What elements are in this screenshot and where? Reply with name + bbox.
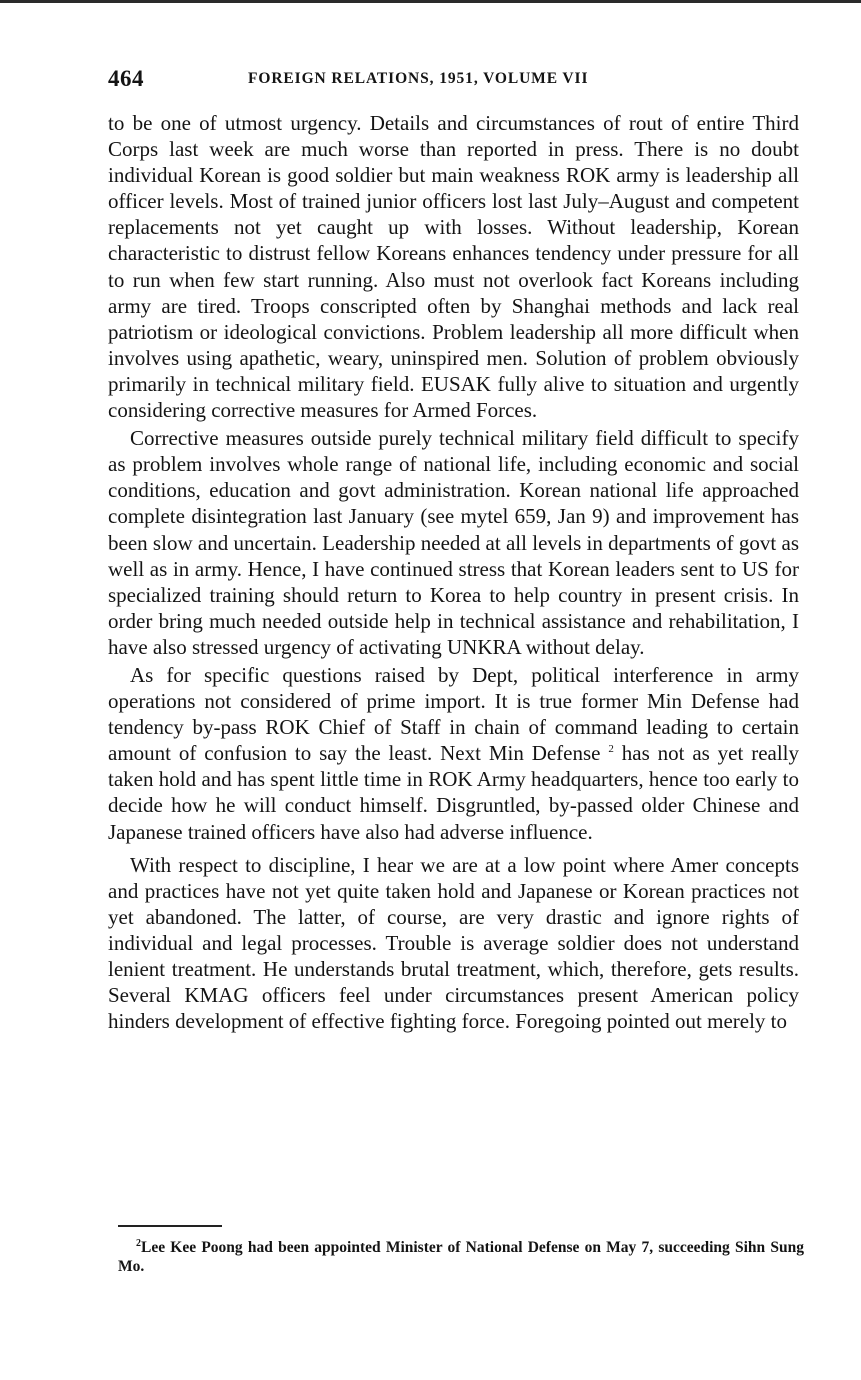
paragraph-3 (108, 662, 799, 845)
page-top-edge (0, 0, 861, 3)
page-number: 464 (108, 66, 144, 91)
paragraph-1-text: to be one of utmost urgency. Details and circumstances of rout of entire Third Corps last week are much worse than reported in press. There is no doubt individual Korean is good soldier but main weakness ROK army is leadership all officer levels. Most of trained junior officers lost last July–August and competent replacements not yet caught up with losses. Without leadership, Korean characteristic to distrust fellow Koreans enhances tendency under pressure for all to run when few start running. Also must not overlook fact Koreans including army are tired. Troops conscripted often by Shanghai methods and lack real patriotism or ideological convictions. Problem leadership all more difficult when involves using apathetic, weary, uninspired men. Solution of problem obviously primarily in technical military field. EUSAK fully alive to situation and urgently considering corrective measures for Armed Forces. (108, 111, 799, 423)
footnote-reference: 2 (608, 743, 614, 756)
paragraph-1 (108, 110, 799, 423)
paragraph-3-text-part-1: As for specific questions raised by Dept, political interference in army operations not considered of prime import. It is true former Min Defense had tendency by-pass ROK Chief of Staff in chain of command leading to certain amount of confusion to say the least. Next Min Defense (108, 662, 799, 766)
footnote-text: Lee Kee Poong had been appointed Minister of National Defense on May 7, succeeding Sihn Sung Mo. (118, 1239, 804, 1275)
paragraph-2 (108, 425, 799, 660)
paragraph-4 (108, 852, 799, 1035)
body-text (108, 110, 799, 1034)
footnote (118, 1238, 804, 1276)
footnote-divider (118, 1225, 222, 1227)
footnote-mark: 2 (136, 1237, 141, 1249)
paragraph-2-text: Corrective measures outside purely technical military field difficult to specify as problem involves whole range of national life, including economic and social conditions, education and govt administration. Korean national life approached complete disintegration last January (see mytel 659, Jan 9) and improvement has been slow and uncertain. Leadership needed at all levels in departments of govt as well as in army. Hence, I have continued stress that Korean leaders sent to US for specialized training should return to Korea to help country in present crisis. In order bring much needed outside help in technical assistance and rehabilitation, I have also stressed urgency of activating UNKRA without delay. (108, 426, 799, 659)
paragraph-4-text: With respect to discipline, I hear we are at a low point where Amer concepts and practices have not yet quite taken hold and Japanese or Korean practices not yet abandoned. The latter, of course, are very drastic and ignore rights of individual and legal processes. Trouble is average soldier does not understand lenient treatment. He understands brutal treatment, which, therefore, gets results. Several KMAG officers feel under circumstances present American policy hinders development of effective fighting force. Foregoing pointed out merely to (108, 852, 799, 1034)
paragraph-3-text-part-2: has not as yet really taken hold and has spent little time in ROK Army headquarters, hence too early to decide how he will conduct himself. Disgruntled, by-passed older Chinese and Japanese trained officers have also had adverse influence. (108, 741, 800, 844)
running-header-title: FOREIGN RELATIONS, 1951, VOLUME VII (248, 70, 589, 87)
running-header (108, 66, 808, 96)
